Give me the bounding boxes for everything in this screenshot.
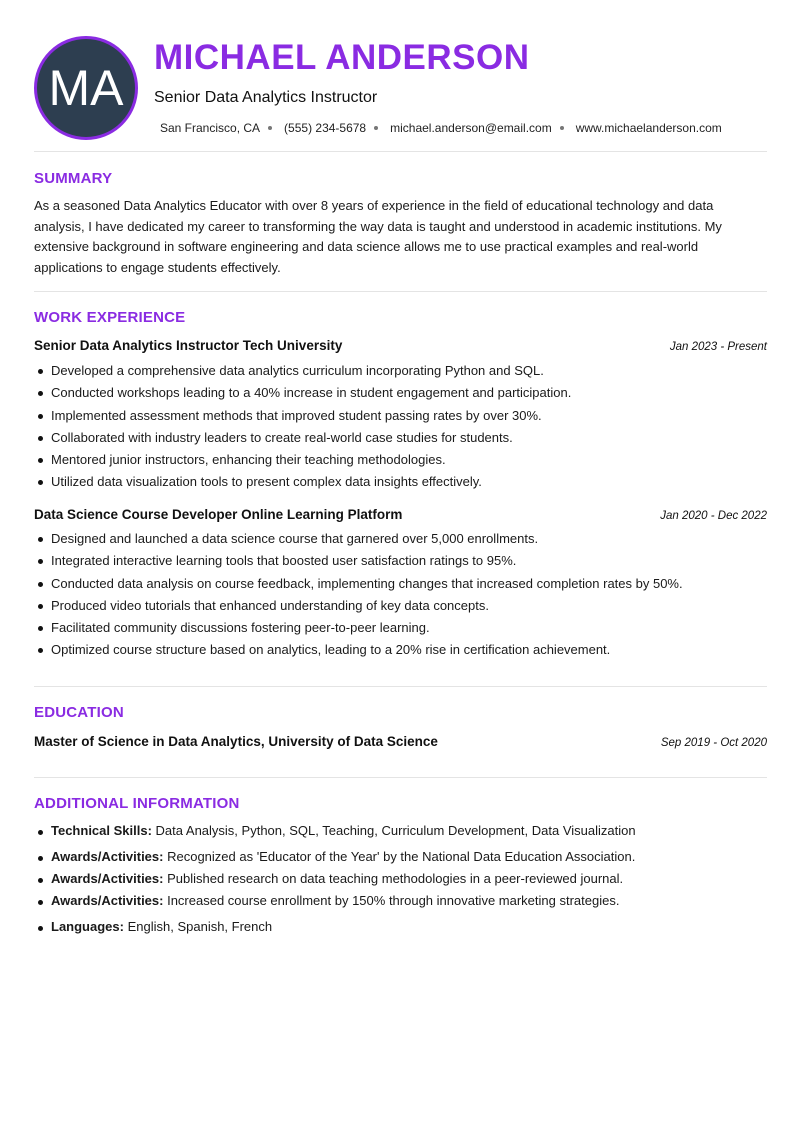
job-bullet: Designed and launched a data science course that garnered over 5,000 enrollments. (34, 528, 767, 550)
separator-dot-icon (560, 126, 564, 130)
info-text: English, Spanish, French (127, 919, 273, 934)
info-text: Increased course enrollment by 150% through innovative marketing strategies. (167, 893, 620, 908)
education-entry (34, 734, 767, 749)
section-divider (34, 291, 767, 292)
info-label: Technical Skills: (51, 823, 152, 838)
job-title: Data Science Course Developer Online Learning Platform (34, 507, 403, 522)
summary-text: As a seasoned Data Analytics Educator with over 8 years of experience in the field of educational technology and data analysis, I have dedicated my career to transforming the way data is taught and understood in academic institutions. My extensive background in software engineering and data science allows me to use practical examples and real-world applications to engage students effectively. (34, 198, 722, 275)
info-label: Awards/Activities: (51, 871, 164, 886)
avatar (34, 36, 138, 140)
additional-info-heading: ADDITIONAL INFORMATION (34, 795, 240, 812)
info-label: Languages: (51, 919, 124, 934)
info-item (34, 919, 767, 934)
job-title: Senior Data Analytics Instructor Tech University (34, 338, 343, 353)
job-bullet: Implemented assessment methods that improved student passing rates by over 30%. (34, 405, 767, 427)
job-header (34, 338, 767, 353)
separator-dot-icon (268, 126, 272, 130)
summary-heading: SUMMARY (34, 170, 113, 187)
job-bullet: Conducted data analysis on course feedback, implementing changes that increased completion rates by 50%. (34, 573, 767, 595)
job-bullet: Utilized data visualization tools to present complex data insights effectively. (34, 471, 767, 493)
section-divider (34, 777, 767, 778)
degree-title: Master of Science in Data Analytics, University of Data Science (34, 734, 438, 749)
info-item (34, 871, 767, 886)
job-bullet: Optimized course structure based on analytics, leading to a 20% rise in certification achievement. (34, 639, 767, 661)
job-bullet: Integrated interactive learning tools that boosted user satisfaction ratings to 95%. (34, 550, 767, 572)
section-divider (34, 151, 767, 152)
job-dates: Jan 2020 - Dec 2022 (660, 510, 767, 522)
job-bullet: Conducted workshops leading to a 40% increase in student engagement and participation. (34, 382, 767, 404)
info-text: Recognized as 'Educator of the Year' by the National Data Education Association. (167, 849, 636, 864)
job-bullet: Collaborated with industry leaders to create real-world case studies for students. (34, 427, 767, 449)
info-label: Awards/Activities: (51, 893, 164, 908)
contact-location: San Francisco, CA (160, 121, 261, 135)
job-bullet: Facilitated community discussions fostering peer-to-peer learning. (34, 617, 767, 639)
job-bullet: Developed a comprehensive data analytics curriculum incorporating Python and SQL. (34, 360, 767, 382)
avatar-initials: MA (48, 60, 124, 116)
separator-dot-icon (374, 126, 378, 130)
candidate-headline: Senior Data Analytics Instructor (154, 89, 378, 106)
info-text: Data Analysis, Python, SQL, Teaching, Curriculum Development, Data Visualization (155, 823, 636, 838)
contact-phone: (555) 234-5678 (284, 121, 367, 135)
candidate-name: MICHAEL ANDERSON (154, 38, 530, 77)
job-bullets (34, 528, 767, 662)
job-bullets (34, 360, 767, 494)
info-text: Published research on data teaching methodologies in a peer-reviewed journal. (167, 871, 624, 886)
work-experience-heading: WORK EXPERIENCE (34, 309, 186, 326)
info-item (34, 849, 767, 864)
education-dates: Sep 2019 - Oct 2020 (660, 737, 767, 749)
section-divider (34, 686, 767, 687)
contact-bar (160, 121, 722, 135)
education-heading: EDUCATION (34, 704, 124, 721)
job-bullet: Produced video tutorials that enhanced understanding of key data concepts. (34, 595, 767, 617)
info-label: Awards/Activities: (51, 849, 164, 864)
info-item (34, 893, 767, 908)
contact-email[interactable]: michael.anderson@email.com (390, 121, 552, 135)
info-item (34, 823, 767, 838)
contact-website[interactable]: www.michaelanderson.com (575, 121, 722, 135)
job-dates: Jan 2023 - Present (669, 341, 767, 353)
job-bullet: Mentored junior instructors, enhancing their teaching methodologies. (34, 449, 767, 471)
job-header (34, 507, 767, 522)
